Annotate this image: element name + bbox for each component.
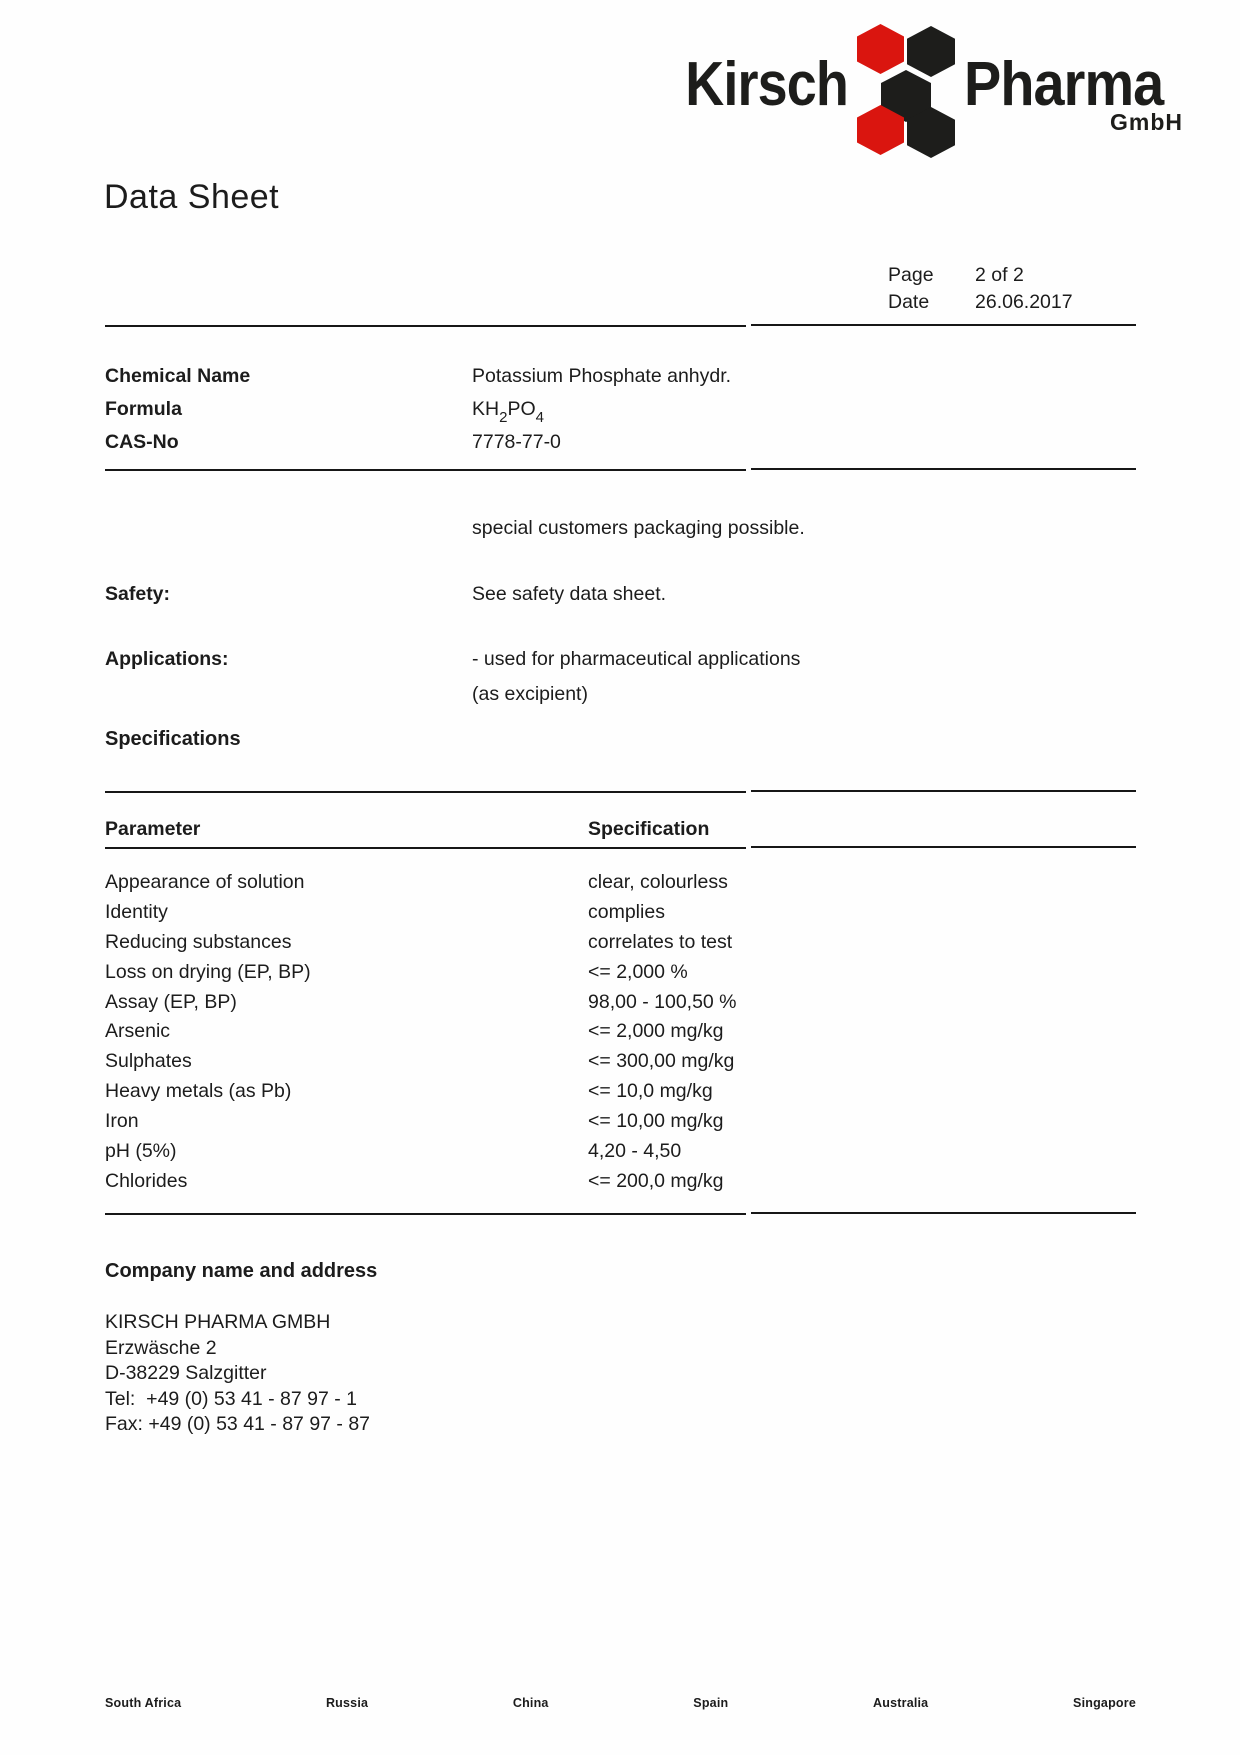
safety-value: See safety data sheet. <box>472 583 667 605</box>
table-row <box>105 988 1136 1018</box>
divider <box>751 468 1136 470</box>
divider <box>751 846 1136 848</box>
table-row <box>105 1107 1136 1137</box>
specification-cell: <= 2,000 mg/kg <box>588 1020 724 1043</box>
company-city-line: D-38229 Salzgitter <box>105 1362 267 1384</box>
cas-value: 7778-77-0 <box>472 431 561 453</box>
specification-cell: <= 10,00 mg/kg <box>588 1110 724 1133</box>
parameter-cell: Reducing substances <box>105 930 292 953</box>
table-row <box>105 958 1136 988</box>
parameter-cell: Iron <box>105 1110 139 1133</box>
formula-sub2: 4 <box>535 408 544 426</box>
logo-text-pharma: Pharma <box>964 50 1164 119</box>
hexagon-red-top-icon <box>857 24 904 74</box>
column-header-specification: Specification <box>588 818 710 840</box>
cas-label: CAS-No <box>105 431 179 453</box>
page-title: Data Sheet <box>104 178 280 216</box>
divider <box>105 1213 746 1215</box>
company-street-line: Erzwäsche 2 <box>105 1336 217 1359</box>
logo-text-kirsch: Kirsch <box>685 50 848 119</box>
applications-label: Applications: <box>105 648 229 670</box>
divider <box>105 469 746 471</box>
logo-hexagon-icon <box>855 24 963 158</box>
specification-cell: clear, colourless <box>588 871 728 893</box>
safety-label: Safety: <box>105 583 171 605</box>
parameter-cell: Assay (EP, BP) <box>105 990 237 1013</box>
specifications-table <box>105 868 1136 1197</box>
table-row <box>105 1137 1136 1167</box>
table-row <box>105 1017 1136 1047</box>
company-tel-line: Tel: +49 (0) 53 41 - 87 97 - 1 <box>105 1387 358 1410</box>
formula-sub1: 2 <box>499 408 508 426</box>
applications-line2: (as excipient) <box>472 683 588 705</box>
formula-label: Formula <box>105 398 182 420</box>
logo-text-gmbh: GmbH <box>1110 109 1183 135</box>
specification-cell: 98,00 - 100,50 % <box>588 990 737 1013</box>
parameter-cell: Arsenic <box>105 1020 171 1043</box>
table-row <box>105 868 1136 898</box>
specification-cell: <= 2,000 % <box>588 960 688 983</box>
company-name-line: KIRSCH PHARMA GMBH <box>105 1311 331 1333</box>
footer-country: Singapore <box>1073 1696 1136 1710</box>
divider <box>105 325 746 327</box>
divider <box>105 791 746 793</box>
company-fax-line: Fax: +49 (0) 53 41 - 87 97 - 87 <box>105 1413 371 1435</box>
page-label: Page <box>888 264 934 286</box>
table-row <box>105 1077 1136 1107</box>
divider <box>751 790 1136 792</box>
chemical-name-value: Potassium Phosphate anhydr. <box>472 365 732 387</box>
footer-country: Spain <box>693 1696 729 1710</box>
specification-cell: <= 200,0 mg/kg <box>588 1169 724 1192</box>
formula-base2: PO <box>507 398 536 420</box>
parameter-cell: pH (5%) <box>105 1140 177 1163</box>
specifications-heading: Specifications <box>105 728 241 750</box>
specification-cell: <= 300,00 mg/kg <box>588 1050 735 1073</box>
company-heading: Company name and address <box>105 1260 378 1282</box>
footer-country: Russia <box>325 1696 369 1710</box>
footer-country: South Africa <box>105 1696 182 1710</box>
footer-country: Australia <box>873 1696 929 1710</box>
divider <box>751 1212 1136 1214</box>
chemical-name-label: Chemical Name <box>105 365 251 387</box>
parameter-cell: Heavy metals (as Pb) <box>105 1080 292 1103</box>
footer-country: China <box>512 1696 549 1710</box>
parameter-cell: Identity <box>105 900 168 923</box>
footer-locations <box>105 1696 1136 1710</box>
formula-base1: KH <box>472 398 500 420</box>
parameter-cell: Loss on drying (EP, BP) <box>105 960 311 983</box>
divider <box>105 847 746 849</box>
company-address <box>105 1310 370 1438</box>
parameter-cell: Appearance of solution <box>105 871 305 893</box>
date-label: Date <box>888 291 930 313</box>
specification-cell: correlates to test <box>588 930 733 953</box>
table-row <box>105 1167 1136 1197</box>
specification-cell: 4,20 - 4,50 <box>588 1140 682 1163</box>
packaging-note: special customers packaging possible. <box>472 517 805 539</box>
hexagon-black-top-icon <box>907 26 955 77</box>
table-row <box>105 1047 1136 1077</box>
specification-cell: <= 10,0 mg/kg <box>588 1080 713 1103</box>
page-number: 2 of 2 <box>975 264 1024 286</box>
table-row <box>105 898 1136 928</box>
specification-cell: complies <box>588 900 665 923</box>
column-header-parameter: Parameter <box>105 818 201 840</box>
table-row <box>105 928 1136 958</box>
formula-value <box>472 398 544 426</box>
divider <box>751 324 1136 326</box>
applications-line1: - used for pharmaceutical applications <box>472 648 801 670</box>
date-value: 26.06.2017 <box>975 291 1073 313</box>
parameter-cell: Chlorides <box>105 1169 188 1192</box>
parameter-cell: Sulphates <box>105 1050 192 1073</box>
